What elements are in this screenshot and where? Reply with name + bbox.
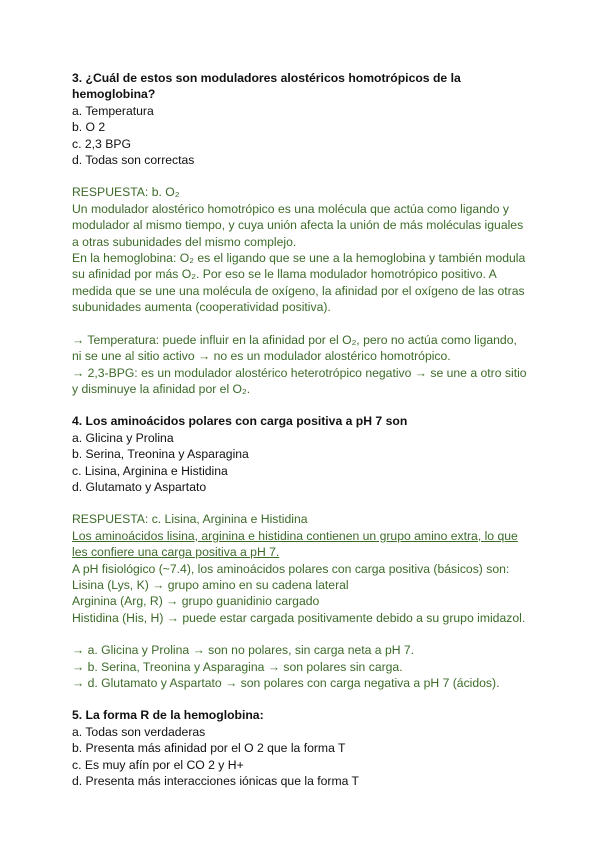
question-4-explanation-underlined: Los aminoácidos lisina, arginina e histidina contienen un grupo amino extra, lo que les confiere una carga positiva a pH 7.	[72, 528, 518, 560]
question-4-explanation-3: Arginina (Arg, R) → grupo guanidinio cargado	[72, 594, 320, 609]
question-4-answer: RESPUESTA: c. Lisina, Arginina e Histidina	[72, 512, 308, 527]
question-4-note-3: → d. Glutamato y Aspartato → son polares con carga negativa a pH 7 (ácidos).	[72, 676, 500, 690]
question-4-title: 4. Los aminoácidos polares con carga positiva a pH 7 son	[72, 414, 408, 429]
question-3-answer: RESPUESTA: b. O₂	[72, 185, 180, 200]
question-4-option-b: b. Serina, Treonina y Asparagina	[72, 447, 249, 462]
question-5-option-a: a. Todas son verdaderas	[72, 724, 206, 739]
question-3-title: 3. ¿Cuál de estos son moduladores alostéricos homotrópicos de la hemoglobina?	[72, 71, 461, 102]
question-4-option-d: d. Glutamato y Aspartato	[72, 479, 207, 494]
question-3-option-d: d. Todas son correctas	[72, 153, 195, 168]
question-4-explanation-1: A pH fisiológico (~7.4), los aminoácidos polares con carga positiva (básicos) son:	[72, 561, 510, 576]
question-4-note-2: → b. Serina, Treonina y Asparagina → son polares sin carga.	[72, 659, 403, 674]
question-5-option-d: d. Presenta más interacciones iónicas que la forma T	[72, 774, 360, 789]
question-4-explanation-4: Histidina (His, H) → puede estar cargada positivamente debido a su grupo imidazol.	[72, 610, 526, 625]
document-content	[72, 70, 528, 789]
question-3-note-1: → Temperatura: puede influir en la afinidad por el O₂, pero no actúa como ligando, ni se une al sitio activo → no es un modulador alostérico homotrópico.	[72, 332, 517, 364]
question-4-option-a: a. Glicina y Prolina	[72, 430, 174, 445]
question-3-explanation-2: En la hemoglobina: O₂ es el ligando que se une a la hemoglobina y también modula su afinidad por más O₂. Por eso se le llama modulador homotrópico positivo. A medida que se une una molécula de oxígeno, la afinidad por el oxígeno de las otras subunidades aumenta (cooperatividad positiva).	[72, 251, 526, 315]
question-3-option-a: a. Temperatura	[72, 103, 154, 118]
question-3-option-b: b. O 2	[72, 120, 106, 135]
question-3-explanation-1: Un modulador alostérico homotrópico es una molécula que actúa como ligando y modulador al mismo tiempo, y cuya unión afecta la unión de más moléculas iguales a otras subunidades del mismo complejo.	[72, 201, 524, 249]
question-3-note-2: → 2,3-BPG: es un modulador alostérico heterotrópico negativo → se une a otro sitio y disminuye la afinidad por el O₂.	[72, 365, 527, 396]
question-4-explanation-2: Lisina (Lys, K) → grupo amino en su cadena lateral	[72, 577, 349, 592]
question-4-note-1: → a. Glicina y Prolina → son no polares, sin carga neta a pH 7.	[72, 643, 415, 658]
question-5-option-b: b. Presenta más afinidad por el O 2 que la forma T	[72, 741, 346, 756]
question-3-option-c: c. 2,3 BPG	[72, 136, 131, 151]
question-4-option-c: c. Lisina, Arginina e Histidina	[72, 463, 228, 478]
question-5-option-c: c. Es muy afín por el CO 2 y H+	[72, 757, 244, 772]
question-5-title: 5. La forma R de la hemoglobina:	[72, 708, 264, 723]
